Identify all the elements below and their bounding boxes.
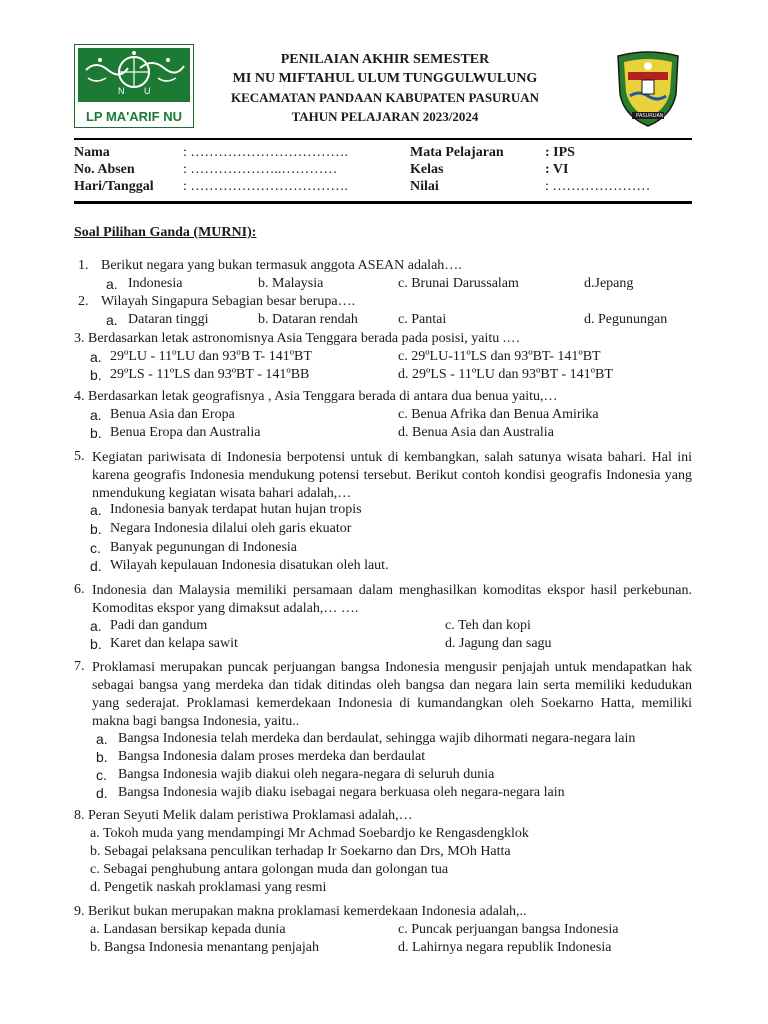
header-academic-year: TAHUN PELAJARAN 2023/2024 — [291, 109, 479, 124]
q7-option-b[interactable]: Bangsa Indonesia dalam proses merdeka dan berdaulat — [118, 749, 426, 764]
q6-option-c[interactable]: c. Teh dan kopi — [445, 618, 531, 633]
q5-number: 5. — [74, 449, 85, 464]
section-title: Soal Pilihan Ganda (MURNI): — [74, 225, 257, 240]
nu-emblem-icon — [78, 48, 190, 102]
q2-option-a[interactable]: Dataran tinggi — [128, 312, 209, 327]
header-title: PENILAIAN AKHIR SEMESTER — [280, 52, 490, 67]
q3-option-c[interactable]: c. 29ºLU-11ºLS dan 93ºBT- 141ºBT — [398, 349, 601, 364]
q1-option-a-letter: a. — [106, 276, 118, 292]
q3-option-d[interactable]: d. 29ºLS - 11ºLU dan 93ºBT - 141ºBT — [398, 367, 613, 382]
q1-option-d[interactable]: d.Jepang — [584, 276, 634, 291]
q8-option-b[interactable]: b. Sebagai pelaksana penculikan terhadap Ir Soekarno dan Drs, MOh Hatta — [90, 844, 511, 859]
q1-option-c[interactable]: c. Brunai Darussalam — [398, 276, 519, 291]
q7-option-c-letter: c. — [96, 767, 107, 783]
nilai-label: Nilai — [410, 179, 439, 194]
mapel-value: : IPS — [545, 145, 575, 160]
q3-text: 3. Berdasarkan letak astronomisnya Asia Tenggara berada pada posisi, yaitu .… — [74, 331, 521, 346]
q5-option-b[interactable]: Negara Indonesia dilalui oleh garis ekuator — [110, 521, 352, 536]
q5-option-d[interactable]: Wilayah kepulauan Indonesia disatukan oleh laut. — [110, 558, 389, 573]
q7-number: 7. — [74, 659, 85, 674]
q8-option-d[interactable]: d. Pengetik naskah proklamasi yang resmi — [90, 880, 327, 895]
absen-label: No. Absen — [74, 162, 135, 177]
q4-option-a-letter: a. — [90, 407, 102, 423]
tanggal-field[interactable]: : ……………………………. — [183, 179, 348, 194]
q2-option-a-letter: a. — [106, 312, 118, 328]
q5-option-a[interactable]: Indonesia banyak terdapat hutan hujan tropis — [110, 502, 362, 517]
q8-option-a[interactable]: a. Tokoh muda yang mendampingi Mr Achmad Soebardjo ke Rengasdengklok — [90, 826, 529, 841]
nilai-field[interactable]: : ………………… — [545, 179, 651, 194]
tanggal-label: Hari/Tanggal — [74, 179, 154, 194]
q6-number: 6. — [74, 582, 85, 597]
q2-text: Wilayah Singapura Sebagian besar berupa…. — [101, 294, 356, 309]
q4-option-d[interactable]: d. Benua Asia dan Australia — [398, 425, 554, 440]
q7-option-d[interactable]: Bangsa Indonesia wajib diaku isebagai negara berkuasa oleh negara-negara lain — [118, 785, 565, 800]
q4-option-a[interactable]: Benua Asia dan Eropa — [110, 407, 235, 422]
q8-text: 8. Peran Seyuti Melik dalam peristiwa Proklamasi adalah,… — [74, 808, 413, 823]
q3-option-a[interactable]: 29ºLU - 11ºLU dan 93ºB T- 141ºBT — [110, 349, 312, 364]
q8-option-c[interactable]: c. Sebagai penghubung antara golongan muda dan golongan tua — [90, 862, 449, 877]
q6-option-a[interactable]: Padi dan gandum — [110, 618, 208, 633]
q7-option-d-letter: d. — [96, 785, 108, 801]
q9-option-c[interactable]: c. Puncak perjuangan bangsa Indonesia — [398, 922, 619, 937]
absen-field[interactable]: : ………………..………… — [183, 162, 338, 177]
q4-option-b-letter: b. — [90, 425, 102, 441]
q6-text: Indonesia dan Malaysia memiliki persamaan dalam menghasilkan komoditas ekspor hasil perkebunan. Komoditas ekspor yang dimaksut adalah,… …. — [92, 583, 692, 616]
q2-option-d[interactable]: d. Pegunungan — [584, 312, 668, 327]
q3-option-a-letter: a. — [90, 349, 102, 365]
q5-option-c-letter: c. — [90, 540, 101, 556]
kelas-value: : VI — [545, 162, 569, 177]
q3-option-b-letter: b. — [90, 367, 102, 383]
emblem-label: PASURUAN — [636, 113, 664, 119]
q6-option-b[interactable]: Karet dan kelapa sawit — [110, 636, 238, 651]
q9-text: 9. Berikut bukan merupakan makna proklamasi kemerdekaan Indonesia adalah,.. — [74, 904, 527, 919]
q9-option-a[interactable]: a. Landasan bersikap kepada dunia — [90, 922, 286, 937]
q5-option-a-letter: a. — [90, 502, 102, 518]
header-school-name: MI NU MIFTAHUL ULUM TUNGGULWULUNG — [232, 71, 538, 86]
header-district: KECAMATAN PANDAAN KABUPATEN PASURUAN — [230, 90, 539, 105]
q1-option-b[interactable]: b. Malaysia — [258, 276, 324, 291]
q5-option-b-letter: b. — [90, 521, 102, 537]
logo-caption: LP MA'ARIF NU — [85, 109, 182, 124]
q7-option-a[interactable]: Bangsa Indonesia telah merdeka dan berdaulat, sehingga wajib dihormati negara-negara lain — [118, 731, 636, 746]
nama-label: Nama — [74, 145, 110, 160]
q2-option-b[interactable]: b. Dataran rendah — [258, 312, 358, 327]
q5-option-d-letter: d. — [90, 558, 102, 574]
q4-option-c[interactable]: c. Benua Afrika dan Benua Amirika — [398, 407, 599, 422]
q7-option-a-letter: a. — [96, 731, 108, 747]
kelas-label: Kelas — [410, 162, 444, 177]
q9-option-b[interactable]: b. Bangsa Indonesia menantang penjajah — [90, 940, 319, 955]
logo-letter-u: U — [144, 86, 151, 96]
q9-option-d[interactable]: d. Lahirnya negara republik Indonesia — [398, 940, 612, 955]
q1-text: Berikut negara yang bukan termasuk anggota ASEAN adalah…. — [101, 258, 462, 273]
q7-text: Proklamasi merupakan puncak perjuangan bangsa Indonesia mengusir penjajah untuk mendapatkan hak sebagai bangsa yang merdeka dan tidak ditindas oleh bangsa dan negara lain serta memiliki kedudukan yang sederajat. Proklamasi kemerdekaan Indonesia di kumandangkan oleh Soekarno Hatta, memiliki makna bagi bangsa Indonesia, yaitu.. — [92, 660, 692, 729]
pasuruan-emblem-icon — [612, 50, 684, 128]
q6-option-a-letter: a. — [90, 618, 102, 634]
q2-number: 2. — [78, 294, 89, 309]
header-divider-top — [74, 138, 692, 140]
q7-option-c[interactable]: Bangsa Indonesia wajib diakui oleh negara-negara di seluruh dunia — [118, 767, 495, 782]
q1-option-a[interactable]: Indonesia — [128, 276, 183, 291]
q5-option-c[interactable]: Banyak pegunungan di Indonesia — [110, 540, 298, 555]
q5-text: Kegiatan pariwisata di Indonesia berpotensi untuk di kembangkan, salah satunya wisata bahari. Hal ini karena geografis Indonesia mendukung potensi tersebut. Berikut contoh kondisi geografis Indonesia yang nmendukung kegiatan wisata bahari adalah,… — [92, 450, 692, 501]
q6-option-d[interactable]: d. Jagung dan sagu — [445, 636, 552, 651]
logo-letter-n: N — [118, 86, 125, 96]
q7-option-b-letter: b. — [96, 749, 108, 765]
q1-number: 1. — [78, 258, 89, 273]
q6-option-b-letter: b. — [90, 636, 102, 652]
q4-text: 4. Berdasarkan letak geografisnya , Asia Tenggara berada di antara dua benua yaitu,… — [74, 389, 558, 404]
q3-option-b[interactable]: 29ºLS - 11ºLS dan 93ºBT - 141ºBB — [110, 367, 310, 382]
lp-maarif-nu-logo — [74, 44, 194, 128]
nama-field[interactable]: : ……………………………. — [183, 145, 348, 160]
q2-option-c[interactable]: c. Pantai — [398, 312, 447, 327]
q4-option-b[interactable]: Benua Eropa dan Australia — [110, 425, 261, 440]
header-divider-bottom — [74, 201, 692, 204]
mapel-label: Mata Pelajaran — [410, 145, 504, 160]
